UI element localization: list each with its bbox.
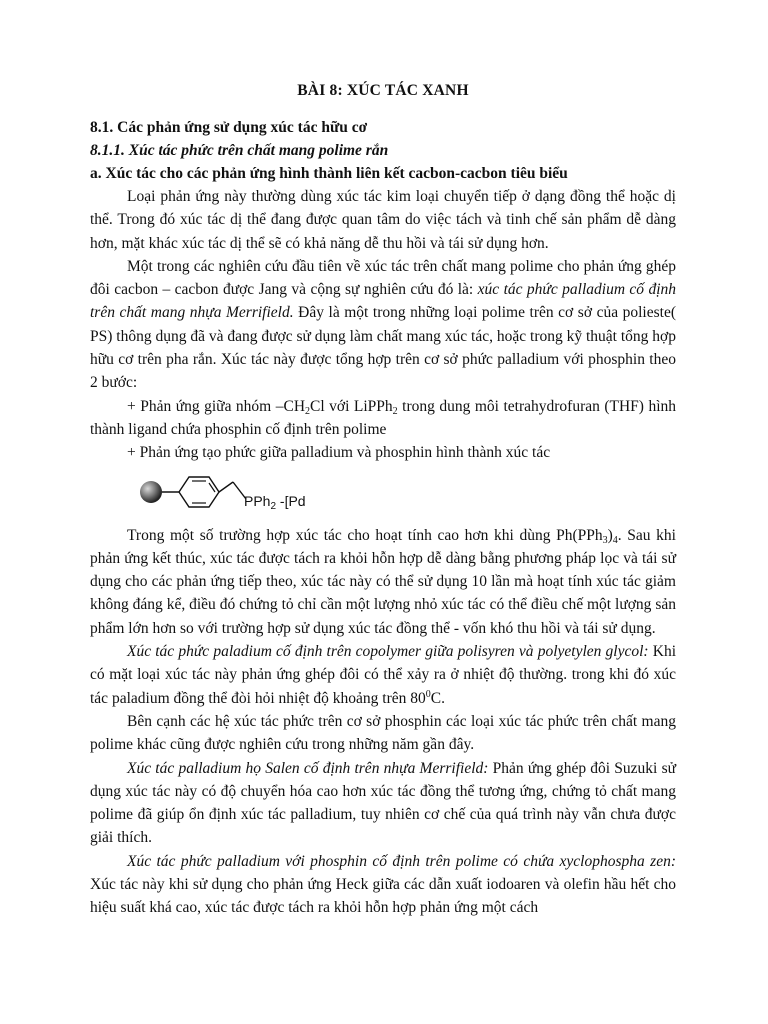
page-title: BÀI 8: XÚC TÁC XANH — [297, 82, 469, 99]
section-heading: 8.1. Các phản ứng sử dụng xúc tác hữu cơ — [90, 119, 368, 136]
structure-label: PPh$_2$ -[Pd — [244, 492, 306, 512]
paragraph-6: Xúc tác palladium họ Salen cố định trên nhựa Merrifield: Phản ứng ghép đôi Suzuki sử dụng xúc tác này có độ chuyển hóa cao hơn xúc tác đồng thể tương ứng, chứng tỏ chất mang polime đã giúp ổn định xúc tác palladium, tuy nhiên cơ chế của quá trình này vẫn chưa được giải thích. — [90, 759, 677, 847]
paragraph-5: Bên cạnh các hệ xúc tác phức trên cơ sở phosphin các loại xúc tác phức trên chất mang polime khác cũng được nghiên cứu trong những năm gần đây. — [90, 712, 676, 754]
paragraph-7: Xúc tác phức palladium với phosphin cố định trên polime có chứa xyclophospha zen: Xúc tác này khi sử dụng cho phản ứng Heck giữa các dẫn xuất iodoaren và olefin hầu hết cho hiệu suất khá cao, xúc tác được tách ra khỏi hỗn hợp phản ứng một cách — [90, 852, 676, 917]
polymer-benzyl-structure — [138, 468, 258, 516]
paragraph-3: Trong một số trường hợp xúc tác cho hoạt tính cao hơn khi dùng $Ph(PPh_3)_4$. Sau khi phản ứng kết thúc, xúc tác được tách ra khỏi hỗn hợp dễ dàng bằng phương pháp lọc và tái sử dụng cho các phản ứng tiếp theo, xúc tác này có thể sử dụng 10 lần mà hoạt tính xúc tác giảm không đáng kể, điều đó chứng tỏ chỉ cần một lượng nhỏ xúc tác có thể điều chế một lượng sản phẩm lớn hơn so với trường hợp sử dụng xúc tác đồng thể - vốn khó thu hồi và tái sử dụng. — [90, 526, 676, 637]
paragraph-1: Loại phản ứng này thường dùng xúc tác kim loại chuyển tiếp ở dạng đồng thể hoặc dị thể. Trong đó xúc tác dị thể đang được quan tâm do việc tách và tinh chế sản phẩm dễ dàng hơn, mặt khác xúc tác dị thể sẽ có khả năng dễ thu hồi và tái sử dụng hơn. — [90, 188, 676, 252]
paragraph-2: Một trong các nghiên cứu đầu tiên về xúc tác trên chất mang polime cho phản ứng ghép đôi cacbon – cacbon được Jang và cộng sự nghiên cứu đó là: xúc tác phức palladium cố định trên chất mang nhựa Merrifield. Đây là một trong những loại polime trên cơ sở của polieste( PS) thông dụng đã và đang được sử dụng làm chất mang xúc tác, hoặc trong kỹ thuật tổng hợp hữu cơ trên pha rắn. Xúc tác này được tổng hợp trên cơ sở phức palladium với phosphin theo 2 bước: — [90, 257, 677, 392]
subsection-heading: 8.1.1. Xúc tác phức trên chất mang polime rắn — [90, 142, 389, 159]
chemical-structure-figure — [90, 468, 676, 518]
paragraph-4: Xúc tác phức paladium cố định trên copolymer giữa polisyren và polyetylen glycol: Khi có mặt loại xúc tác này phản ứng ghép đôi có thể xảy ra ở nhiệt độ thường. trong khi đó xúc tác paladium đồng thể đòi hỏi nhiệt độ khoảng trên $80^0C$. — [90, 643, 676, 707]
bullet-step-1: + Phản ứng giữa nhóm $-CH_2Cl$ với LiPPh$_2$ trong dung môi tetrahydrofuran (THF) hình thành ligand chứa phosphin cố định trên polime — [90, 397, 676, 438]
document-page — [90, 82, 676, 920]
bullet-step-2: + Phản ứng tạo phức giữa palladium và phosphin hình thành xúc tác — [127, 444, 551, 462]
subsubsection-heading: a. Xúc tác cho các phản ứng hình thành liên kết cacbon-cacbon tiêu biểu — [90, 165, 568, 182]
polymer-bead-icon — [140, 481, 162, 503]
